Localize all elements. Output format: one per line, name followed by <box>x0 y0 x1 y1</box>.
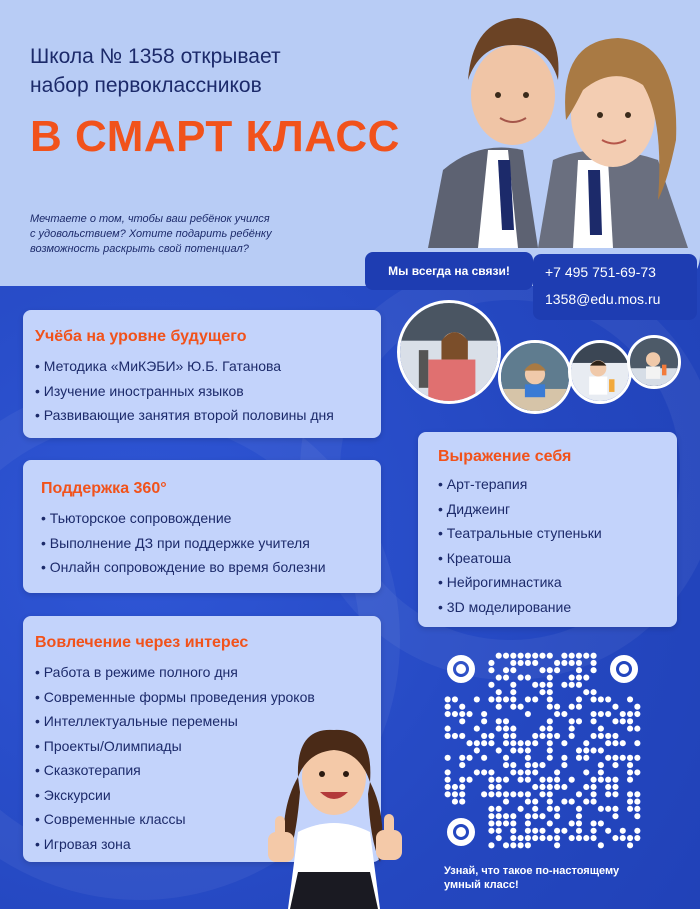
contact-tag: Мы всегда на связи! <box>365 252 533 290</box>
header-title-line: набор первоклассников <box>30 74 262 97</box>
experiment-photo <box>568 340 632 404</box>
header-subtitle-line: возможность раскрыть свой потенциал? <box>30 243 249 255</box>
list-item: • Изучение иностранных языков <box>35 379 334 404</box>
qr-caption-line: Узнай, что такое по-настоящему <box>444 865 620 877</box>
list-item: • Работа в режиме полного дня <box>35 660 315 685</box>
list-item: • Интеллектуальные перемены <box>35 709 315 734</box>
list-item: • Развивающие занятия второй половины дня <box>35 403 334 428</box>
list-item: • Методика «МиКЭБИ» Ю.Б. Гатанова <box>35 354 334 379</box>
study-title: Учёба на уровне будущего <box>35 328 247 345</box>
list-item: • Современные формы проведения уроков <box>35 685 315 710</box>
list-item: • Нейрогимнастика <box>438 570 602 595</box>
list-item: • 3D моделирование <box>438 595 602 620</box>
header-title-line: Школа № 1358 открывает <box>30 45 281 68</box>
schoolchildren-photo <box>418 0 700 248</box>
contact-box <box>533 254 697 320</box>
list-item: • Диджеинг <box>438 497 602 522</box>
header-subtitle-line: с удовольствием? Хотите подарить ребёнку <box>30 228 272 240</box>
list-item: • Театральные ступеньки <box>438 521 602 546</box>
classroom-photo <box>498 340 572 414</box>
self-expression-title: Выражение себя <box>438 448 572 465</box>
list-item: • Игровая зона <box>35 832 315 857</box>
list-item: • Креатоша <box>438 546 602 571</box>
study-list <box>35 354 334 428</box>
list-item: • Экскурсии <box>35 783 315 808</box>
qr-code[interactable] <box>444 652 641 849</box>
support-title: Поддержка 360° <box>41 480 167 497</box>
list-item: • Проекты/Олимпиады <box>35 734 315 759</box>
contact-email[interactable]: 1358@edu.mos.ru <box>545 291 661 307</box>
lab-photo <box>397 300 501 404</box>
interest-title: Вовлечение через интерес <box>35 634 249 651</box>
list-item: • Тьюторское сопровождение <box>41 506 326 531</box>
support-list <box>41 506 326 580</box>
headline: В СМАРТ КЛАСС <box>30 112 400 161</box>
qr-caption <box>444 864 674 892</box>
list-item: • Арт-терапия <box>438 472 602 497</box>
contact-phone[interactable]: +7 495 751-69-73 <box>545 264 656 280</box>
self-expression-card <box>418 432 677 627</box>
header-subtitle-line: Мечтаете о том, чтобы ваш ребёнок учился <box>30 213 270 225</box>
support-card <box>23 460 381 593</box>
list-item: • Сказкотерапия <box>35 758 315 783</box>
header-title <box>30 42 360 100</box>
list-item: • Выполнение ДЗ при поддержке учителя <box>41 531 326 556</box>
qr-caption-line: умный класс! <box>444 879 519 891</box>
study-card <box>23 310 381 438</box>
list-item: • Современные классы <box>35 807 315 832</box>
science-photo <box>627 335 681 389</box>
list-item: • Онлайн сопровождение во время болезни <box>41 555 326 580</box>
girl-thumbs-up-photo <box>248 722 420 909</box>
self-expression-list <box>438 472 602 619</box>
header-subtitle <box>30 212 300 257</box>
